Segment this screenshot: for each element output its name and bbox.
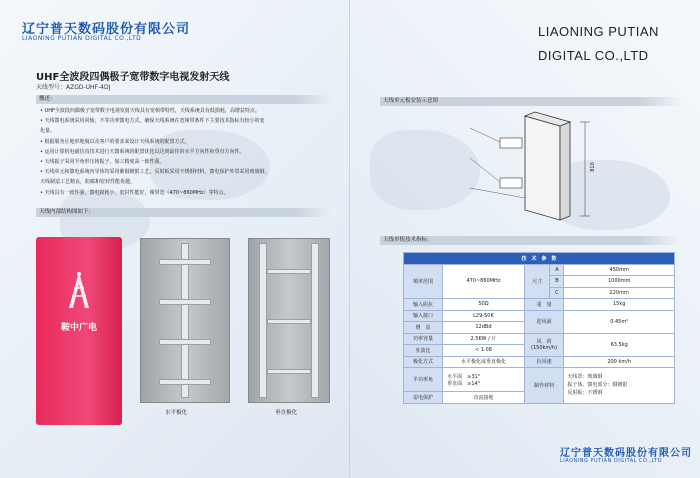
material-line: 振子体、馈电部分：铜镀银 bbox=[567, 382, 628, 389]
material-value bbox=[564, 368, 675, 404]
material-line: 天线罩：玻璃钢 bbox=[567, 374, 603, 381]
feature-item: • 天线馈电系统采用同轴、不等功率馈电方式，确保天线系统在宽频带条件下主要技术指标有较小的变 bbox=[40, 118, 265, 125]
wind-area-value: 0.45m² bbox=[564, 310, 675, 333]
horizontal-polarization-photo bbox=[140, 238, 230, 403]
beamwidth-value bbox=[443, 368, 525, 392]
dim-key: C bbox=[550, 287, 564, 299]
feature-item: • 天线具有一致性强，馈电损耗小，密封性能好，频带宽（470~860MHz）等特点。 bbox=[40, 189, 229, 196]
structure-heading: 天线内部结构图如下： bbox=[36, 208, 336, 217]
freq-label: 频率范围 bbox=[404, 264, 443, 299]
material-label: 制作材料 bbox=[524, 368, 564, 404]
wind-load-sub: (150km/h) bbox=[531, 345, 558, 351]
spec-table-header: 技 术 参 数 bbox=[404, 253, 675, 265]
feature-item: • UHF全波段四偶极子宽带数字电视发射天线具有宽频带特性，天线系统具有低损耗，高增益特点。 bbox=[40, 108, 260, 114]
overview-heading: 概述： bbox=[36, 95, 336, 104]
caption-vertical: 垂直极化 bbox=[275, 410, 298, 416]
dim-value: 450mm bbox=[564, 264, 675, 276]
lightning-label: 雷电保护 bbox=[404, 392, 443, 404]
dim-key: A bbox=[550, 264, 564, 276]
feature-item: 化量。 bbox=[40, 128, 56, 135]
wind-load-title: 风 荷 bbox=[536, 339, 552, 345]
gain-label: 增 益 bbox=[404, 322, 443, 334]
dim-value: 1000mm bbox=[564, 276, 675, 288]
impedance-value: 50Ω bbox=[443, 299, 525, 311]
company-logo-cn-bottom: 辽宁普天数码股份有限公司 bbox=[560, 448, 692, 459]
caption-horizontal: 水平极化 bbox=[165, 410, 188, 416]
freq-value: 470~860MHz bbox=[443, 264, 525, 299]
installation-diagram bbox=[430, 108, 630, 228]
dim-value: 220mm bbox=[564, 287, 675, 299]
vswr-value: < 1.08 bbox=[443, 345, 525, 357]
feature-item: • 根据服务区地形地貌以及客户的要求来设计天线系统的配置方式。 bbox=[40, 138, 190, 145]
beamwidth-horizontal: 水平面 ≥31° bbox=[447, 373, 481, 380]
weight-value: 15kg bbox=[564, 299, 675, 311]
gain-value: 12dBd bbox=[443, 322, 525, 334]
polarization-label: 极化方式 bbox=[404, 356, 443, 368]
size-label: 尺寸 bbox=[524, 264, 550, 299]
wind-area-label: 迎风面 bbox=[524, 310, 564, 333]
beamwidth-vertical: 垂直面 ≥14° bbox=[447, 380, 481, 387]
company-name-en-line2: DIGITAL CO.,LTD bbox=[538, 48, 649, 63]
product-title: UHF全波段四偶极子宽带数字电视发射天线 bbox=[36, 72, 230, 83]
impedance-label: 输入阻抗 bbox=[404, 299, 443, 311]
power-label: 功率容量 bbox=[404, 333, 443, 345]
connector-label: 输入接口 bbox=[404, 310, 443, 322]
spec-table bbox=[403, 252, 675, 404]
feature-item: • 天线振子采用半角形压铸振子，加工精度高一致性强。 bbox=[40, 159, 165, 166]
wind-speed-label: 抗风速 bbox=[524, 356, 564, 368]
tech-heading: 天线单板技术指标： bbox=[380, 236, 680, 245]
power-value: 2.5KW / 片 bbox=[443, 333, 525, 345]
company-logo-en-bottom: LIAONING PUTIAN DIGITAL CO.,LTD bbox=[560, 458, 662, 464]
polarization-value: 水平极化或垂直极化 bbox=[443, 356, 525, 368]
lightning-value: 直流接地 bbox=[443, 392, 525, 404]
feature-list bbox=[40, 106, 330, 198]
product-brand-label: 鞍中广电 bbox=[60, 323, 97, 333]
connector-value: L29-50K bbox=[443, 310, 525, 322]
wind-load-value: 63.5kg bbox=[564, 333, 675, 356]
beamwidth-label: 半功率角 bbox=[404, 368, 443, 392]
right-page bbox=[350, 0, 700, 478]
product-model: 天线型号：AZGD-UHF-4DJ bbox=[36, 84, 111, 91]
install-heading: 天线单元板安装示意图 bbox=[380, 97, 680, 106]
dim-key: B bbox=[550, 276, 564, 288]
material-line: 反射板：不锈钢 bbox=[567, 390, 603, 397]
company-logo-en: LIAONING PUTIAN DIGITAL CO.,LTD bbox=[22, 35, 142, 42]
wind-speed-value: 200 km/h bbox=[564, 356, 675, 368]
vswr-label: 驻波比 bbox=[404, 345, 443, 357]
dimension-label: 810 bbox=[589, 162, 596, 172]
weight-label: 重 量 bbox=[524, 299, 564, 311]
company-name-en-line1: LIAONING PUTIAN bbox=[538, 24, 659, 39]
company-logo-cn: 辽宁普天数码股份有限公司 bbox=[22, 22, 191, 37]
feature-item: 天线制造工艺精良，防腐和密封性能优越。 bbox=[40, 179, 136, 186]
vertical-polarization-photo bbox=[248, 238, 330, 403]
feature-item: • 运用计算机电磁仿真技术进行天馈系统的配置优化以达到最佳的水平方向性和垂直方向性。 bbox=[40, 148, 245, 155]
wind-load-label bbox=[524, 333, 564, 356]
feature-item: • 天线单元和馈电系统内导体均采用紫铜镀银工艺，反射板采用不锈钢材料，馈电保护外罩采用玻璃钢， bbox=[40, 169, 270, 176]
tower-icon bbox=[66, 270, 92, 310]
